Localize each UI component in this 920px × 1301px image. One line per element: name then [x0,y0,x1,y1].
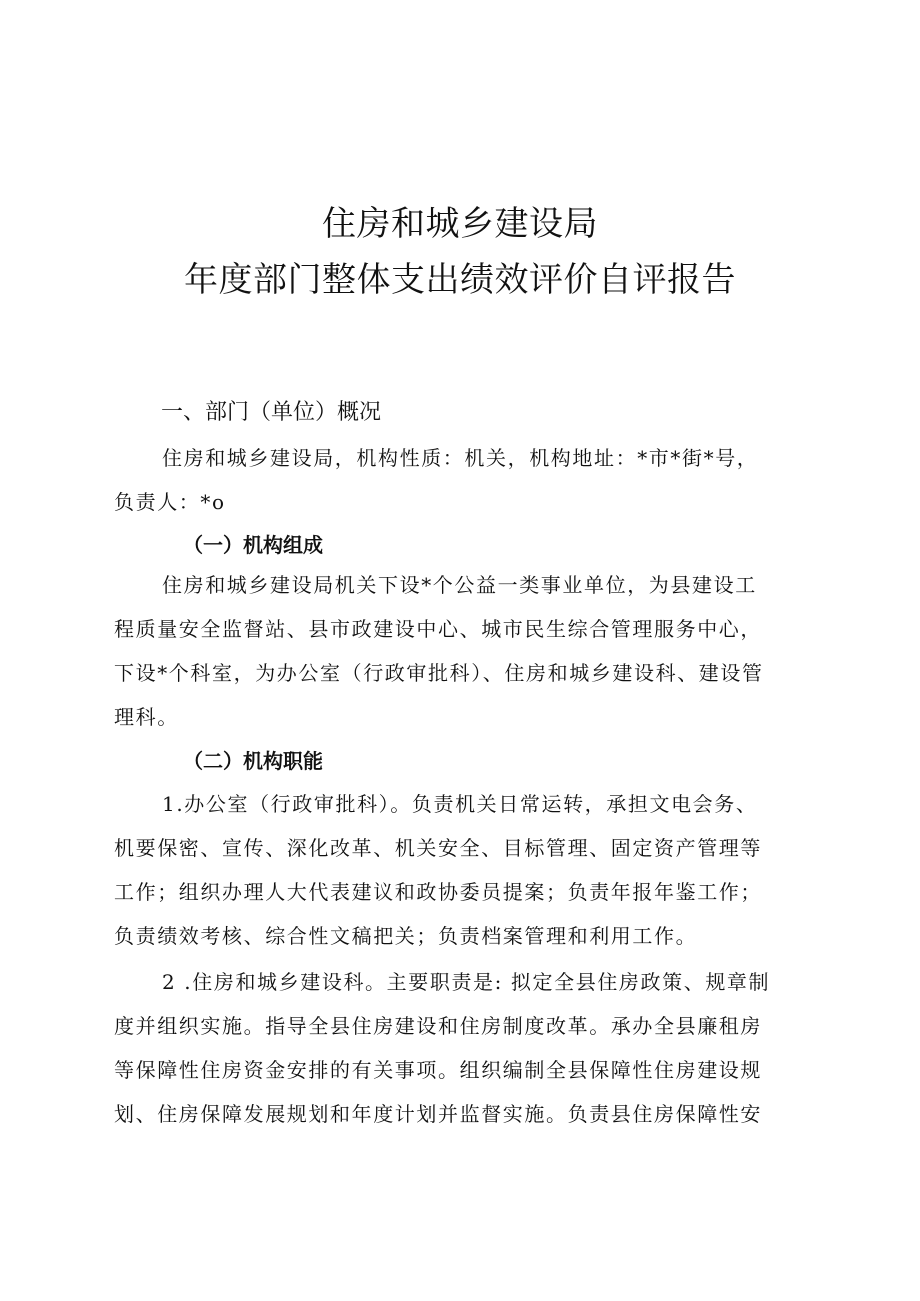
subsection-heading-functions: （二）机构职能 [183,749,323,773]
paragraph-line: 工作；组织办理人大代表建议和政协委员提案；负责年报年鉴工作； [114,880,762,904]
report-title-line-1: 住房和城乡建设局 [322,204,598,244]
paragraph-line: 负责绩效考核、综合性文稿把关；负责档案管理和利用工作。 [114,924,698,948]
paragraph-line: 度并组织实施。指导全县住房建设和住房制度改革。承办全县廉租房 [114,1014,762,1038]
paragraph-line: 程质量安全监督站、县市政建设中心、城市民生综合管理服务中心， [114,617,762,641]
subsection-heading-organization: （一）机构组成 [183,533,323,557]
duty-paragraph-office [114,782,814,958]
section-heading-overview: 一、部门（单位）概况 [161,400,382,425]
paragraph-line: 2 .住房和城乡建设科。主要职责是: 拟定全县住房政策、规章制 [162,970,771,994]
report-title-line-2: 年度部门整体支出绩效评价自评报告 [184,260,736,300]
paragraph-line: 住房和城乡建设局机关下设*个公益一类事业单位，为县建设工 [162,573,757,597]
paragraph-line: 负责人：*o [114,490,226,514]
paragraph-line: 机要保密、宣传、深化改革、机关安全、目标管理、固定资产管理等 [114,836,762,860]
paragraph-line: 1.办公室（行政审批科）。负责机关日常运转，承担文电会务、 [162,792,758,816]
organization-paragraph [114,563,814,739]
paragraph-line: 下设*个科室，为办公室（行政审批科）、住房和城乡建设科、建设管 [114,661,764,685]
paragraph-line: 等保障性住房资金安排的有关事项。组织编制全县保障性住房建设规 [114,1058,762,1082]
paragraph-line: 划、住房保障发展规划和年度计划并监督实施。负责县住房保障性安 [114,1102,762,1126]
duty-paragraph-housing [114,960,814,1136]
paragraph-line: 理科。 [114,705,179,729]
paragraph-line: 住房和城乡建设局，机构性质：机关，机构地址：*市*街*号， [162,446,759,470]
intro-paragraph [114,436,814,524]
